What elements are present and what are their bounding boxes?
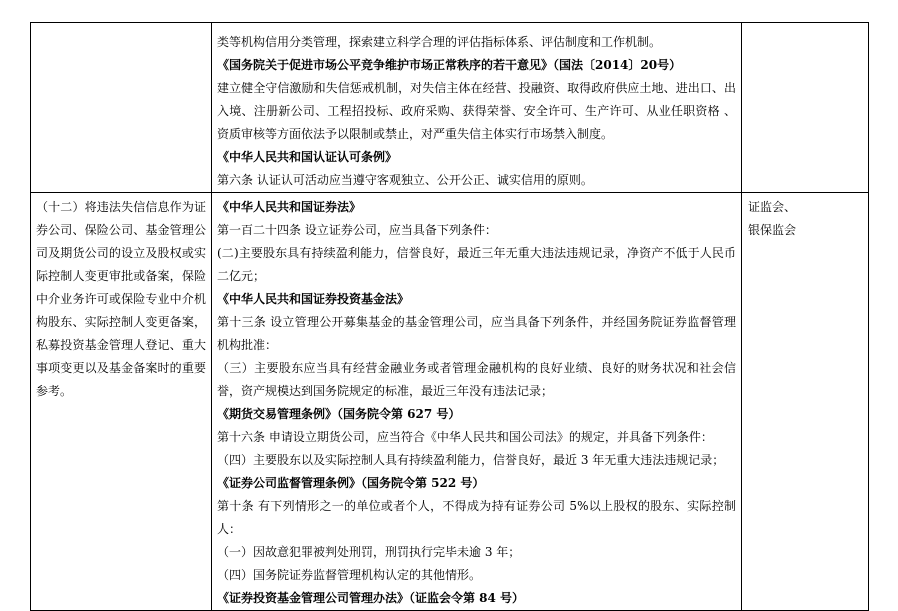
measure-cell: [31, 193, 212, 611]
paragraph: （四）国务院证券监督管理机构认定的其他情形。: [217, 568, 482, 582]
paragraph: （一）因故意犯罪被判处刑罚，刑罚执行完毕未逾 3 年；: [217, 545, 521, 559]
paragraph: 类等机构信用分类管理，探索建立科学合理的评估指标体系、评估制度和工作机制。: [217, 35, 662, 49]
law-title: 《中华人民共和国证券投资基金法》: [217, 292, 410, 306]
measure-text: （十二）将违法失信信息作为证券公司、保险公司、基金管理公司及期货公司的设立及股权或实际控制人变更审批或备案，保险中介业务许可或保险专业中介机构股东、实际控制人变更备案，私募投资基金管理人登记、重大事项变更以及基金备案时的重要参考。: [36, 200, 206, 398]
paragraph: 第一百二十四条 设立证券公司，应当具备下列条件：: [217, 223, 497, 237]
authority-cell: [742, 193, 869, 611]
law-title: 《证券公司监督管理条例》（国务院令第 522 号）: [217, 476, 485, 490]
authority-cell: [742, 23, 869, 193]
law-title: 《期货交易管理条例》（国务院令第 627 号）: [217, 407, 461, 421]
paragraph: 第六条 认证认可活动应当遵守客观独立、公开公正、诚实信用的原则。: [217, 173, 593, 187]
paragraph: （四）主要股东以及实际控制人具有持续盈利能力，信誉良好，最近 3 年无重大违法违规记录；: [217, 453, 725, 467]
table-row: [31, 23, 869, 193]
table-row: [31, 193, 869, 611]
paragraph: 第十六条 申请设立期货公司，应当符合《中华人民共和国公司法》的规定，并具备下列条件：: [217, 430, 713, 444]
law-title: 《国务院关于促进市场公平竞争维护市场正常秩序的若干意见》（国法〔2014〕20号）: [217, 58, 682, 72]
paragraph: 第十条 有下列情形之一的单位或者个人，不得成为持有证券公司 5%以上股权的股东、实际控制人：: [217, 499, 736, 536]
measure-cell: [31, 23, 212, 193]
authority-line: 证监会、: [748, 200, 797, 214]
law-title: 《证券投资基金管理公司管理办法》（证监会令第 84 号）: [217, 591, 525, 605]
authority-line: 银保监会: [748, 223, 797, 237]
policy-table: [30, 22, 869, 611]
law-title: 《中华人民共和国认证认可条例》: [217, 150, 398, 164]
paragraph: 第十三条 设立管理公开募集基金的基金管理公司，应当具备下列条件，并经国务院证券监督管理机构批准：: [217, 315, 736, 352]
legal-basis-cell: [212, 23, 742, 193]
paragraph: (二)主要股东具有持续盈利能力，信誉良好，最近三年无重大违法违规记录，净资产不低于人民币二亿元；: [217, 246, 736, 283]
paragraph: （三）主要股东应当具有经营金融业务或者管理金融机构的良好业绩、良好的财务状况和社会信誉，资产规模达到国务院规定的标准，最近三年没有违法记录；: [217, 361, 736, 398]
legal-basis-cell: [212, 193, 742, 611]
law-title: 《中华人民共和国证券法》: [217, 200, 362, 214]
paragraph: 建立健全守信激励和失信惩戒机制，对失信主体在经营、投融资、取得政府供应土地、进出口、出入境、注册新公司、工程招投标、政府采购、获得荣誉、安全许可、生产许可、从业任职资格 、资质审核等方面依法予以限制或禁止，对严重失信主体实行市场禁入制度。: [217, 81, 736, 141]
